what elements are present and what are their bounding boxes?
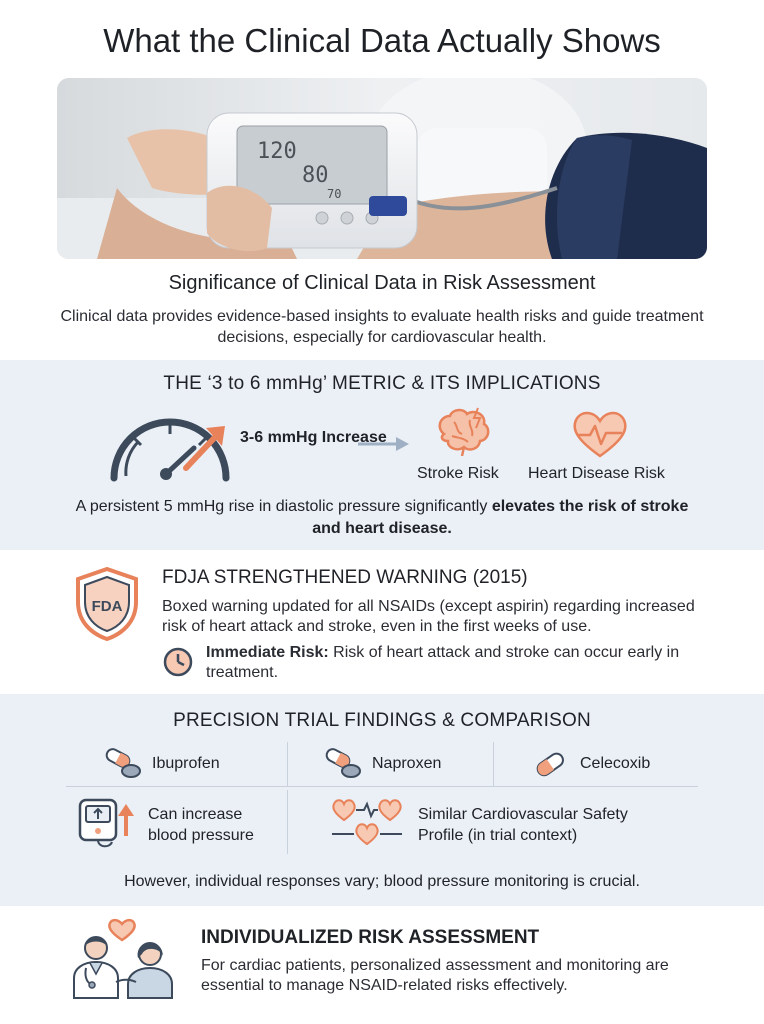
stroke-risk-label: Stroke Risk bbox=[417, 465, 499, 482]
divider bbox=[66, 786, 698, 787]
individualized-heading: INDIVIDUALIZED RISK ASSESSMENT bbox=[201, 927, 540, 948]
immediate-risk-label: Immediate Risk: bbox=[206, 644, 329, 661]
metric-text-plain: A persistent 5 mmHg rise in diastolic pressure significantly bbox=[75, 498, 492, 515]
significance-heading: Significance of Clinical Data in Risk Assessment bbox=[168, 272, 596, 294]
gauge-label: 3-6 mmHg Increase bbox=[240, 429, 387, 446]
blood-pressure-monitor-photo bbox=[57, 78, 707, 259]
drug-naproxen bbox=[324, 742, 441, 786]
finding-safety-profile: Similar Cardiovascular Safety Profile (in trial context) bbox=[418, 806, 628, 844]
bp-monitor-icon bbox=[76, 796, 138, 850]
heart-disease-risk-label: Heart Disease Risk bbox=[528, 465, 665, 482]
metric-heading: THE ‘3 to 6 mmHg’ METRIC & ITS IMPLICATIONS bbox=[163, 373, 601, 394]
hero-image bbox=[57, 78, 707, 259]
fda-shield-icon bbox=[74, 566, 140, 642]
ecg-hearts-icon bbox=[330, 798, 404, 850]
capsule-icon bbox=[324, 748, 362, 780]
trial-heading: PRECISION TRIAL FINDINGS & COMPARISON bbox=[173, 710, 591, 731]
drug-label: Ibuprofen bbox=[152, 755, 220, 772]
individualized-body: For cardiac patients, personalized assessment and monitoring are essential to manage NSAID-related risks effectively. bbox=[201, 957, 669, 994]
arrow-right-icon bbox=[358, 436, 410, 452]
capsule-icon bbox=[532, 748, 570, 780]
drug-label: Celecoxib bbox=[580, 755, 651, 772]
metric-text-bold: elevates the risk of stroke and heart disease. bbox=[312, 498, 689, 537]
brain-icon bbox=[434, 406, 492, 456]
doctor-patient-icon bbox=[62, 918, 182, 1000]
page-title: What the Clinical Data Actually Shows bbox=[103, 22, 661, 59]
pressure-gauge-icon bbox=[108, 408, 233, 483]
finding-blood-pressure: Can increase blood pressure bbox=[148, 806, 254, 844]
significance-body: Clinical data provides evidence-based insights to evaluate health risks and guide treatment decisions, especially for cardiovascular health. bbox=[60, 308, 704, 346]
immediate-risk bbox=[206, 643, 726, 683]
fda-body: Boxed warning updated for all NSAIDs (except aspirin) regarding increased risk of heart attack and stroke, even in the first weeks of use. bbox=[162, 598, 695, 635]
trial-caveat: However, individual responses vary; blood pressure monitoring is crucial. bbox=[124, 873, 640, 890]
drug-label: Naproxen bbox=[372, 755, 442, 772]
heartbeat-icon bbox=[570, 409, 630, 459]
svg-text:80: 80 bbox=[302, 163, 329, 188]
fda-heading: FDJA STRENGTHENED WARNING (2015) bbox=[162, 567, 528, 588]
divider bbox=[493, 742, 494, 786]
svg-text:70: 70 bbox=[327, 187, 342, 201]
drug-ibuprofen bbox=[104, 742, 220, 786]
capsule-icon bbox=[104, 748, 142, 780]
drug-celecoxib bbox=[532, 742, 650, 786]
clock-icon bbox=[162, 646, 194, 678]
immediate-risk-text: Risk of heart attack and stroke can occur early in treatment. bbox=[206, 644, 680, 681]
metric-description bbox=[60, 496, 704, 540]
divider bbox=[287, 790, 288, 854]
divider bbox=[287, 742, 288, 786]
svg-text:120: 120 bbox=[257, 139, 297, 164]
fda-badge-text: FDA bbox=[91, 598, 123, 615]
